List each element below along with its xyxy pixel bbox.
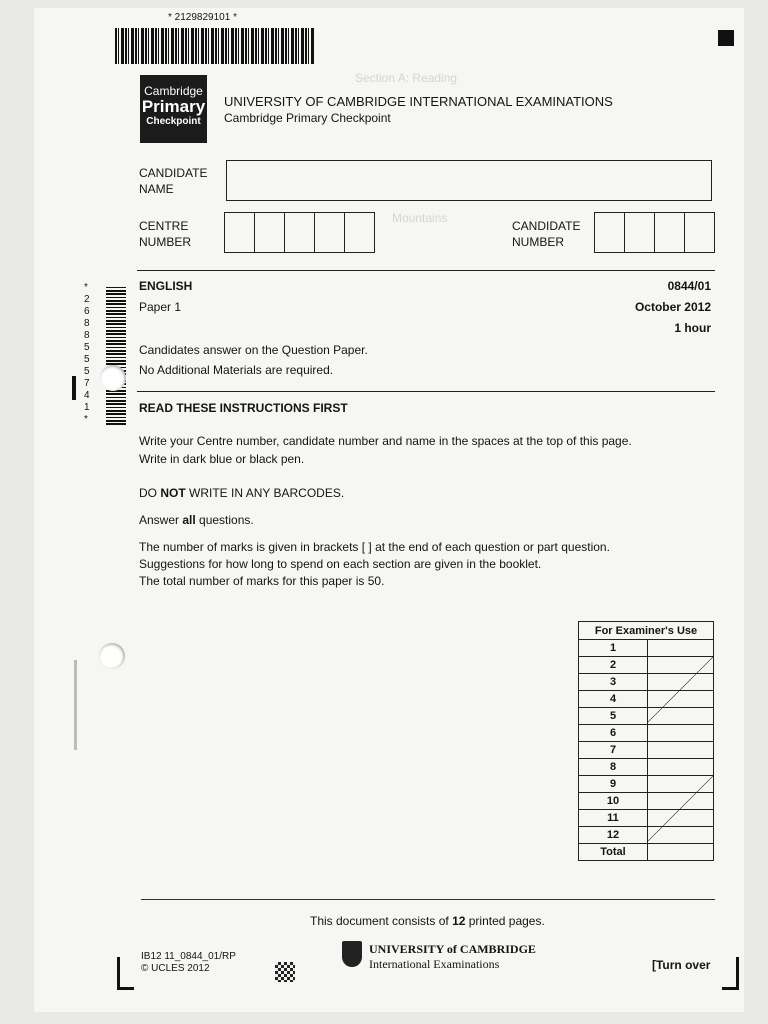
header-title: UNIVERSITY OF CAMBRIDGE INTERNATIONAL EXAMINATIONS: [224, 94, 613, 109]
divider: [137, 391, 715, 392]
instruction-line: Write in dark blue or black pen.: [139, 452, 305, 466]
question-number: 5: [579, 708, 648, 725]
emphasis: NOT: [160, 486, 186, 500]
header-subtitle: Cambridge Primary Checkpoint: [224, 111, 391, 125]
subject: ENGLISH: [139, 279, 193, 293]
question-number: 7: [579, 742, 648, 759]
cambridge-primary-checkpoint-logo: [140, 75, 207, 143]
side-barcode: [106, 285, 126, 425]
candidate-number-label: [512, 218, 580, 250]
examiner-table-row: [579, 640, 714, 657]
mark-cell[interactable]: [648, 674, 714, 691]
label-line: NUMBER: [139, 235, 192, 249]
examiner-table-row: [579, 725, 714, 742]
duration: 1 hour: [674, 321, 711, 335]
question-number: 12: [579, 827, 648, 844]
mark-cell: [648, 776, 714, 793]
question-number: Total: [579, 844, 648, 861]
examiner-table-row: [579, 691, 714, 708]
mark-cell[interactable]: [648, 827, 714, 844]
marks-info-line: The number of marks is given in brackets [ ] at the end of each question or part question.: [139, 540, 610, 554]
label-line: CANDIDATE: [512, 219, 581, 233]
mark-cell[interactable]: [648, 844, 714, 861]
examiner-table-row: [579, 657, 714, 674]
mark-cell[interactable]: [648, 742, 714, 759]
question-number: 9: [579, 776, 648, 793]
question-number: 11: [579, 810, 648, 827]
text: This document consists of: [310, 914, 453, 928]
corner-marker: [718, 30, 734, 46]
text: WRITE IN ANY BARCODES.: [185, 486, 345, 500]
text: DO: [139, 486, 161, 500]
cambridge-crest-icon: [342, 941, 362, 967]
instruction-line: Write your Centre number, candidate number and name in the spaces at the top of this page.: [139, 434, 632, 448]
text: Answer: [139, 513, 183, 527]
mark-cell[interactable]: [648, 759, 714, 776]
mark-cell[interactable]: [648, 657, 714, 674]
showthrough-text: Section A: Reading: [355, 71, 458, 85]
margin-mark: [74, 660, 77, 750]
mark-cell[interactable]: [648, 725, 714, 742]
materials-line: Candidates answer on the Question Paper.: [139, 343, 368, 357]
logo-line: Primary: [141, 97, 206, 116]
label-line: NAME: [139, 182, 174, 196]
question-number: 10: [579, 793, 648, 810]
examiner-table-heading: For Examiner's Use: [579, 622, 714, 640]
footer-ref: IB12 11_0844_01/RP: [141, 951, 236, 962]
answer-all: [139, 513, 254, 527]
logo-line: Checkpoint: [146, 116, 201, 127]
page-count: [310, 914, 545, 928]
label-line: CANDIDATE: [139, 166, 208, 180]
mark-cell[interactable]: [648, 691, 714, 708]
centre-number-field[interactable]: [224, 212, 375, 253]
question-number: 1: [579, 640, 648, 657]
examiner-table-row: [579, 742, 714, 759]
examiner-table-row: [579, 674, 714, 691]
candidate-number-field[interactable]: [594, 212, 715, 253]
mark-cell[interactable]: [648, 793, 714, 810]
marks-info-line: Suggestions for how long to spend on each section are given in the booklet.: [139, 557, 542, 571]
examiner-table-row: [579, 759, 714, 776]
barcode-warning: [139, 486, 344, 500]
examiner-table-row: [579, 708, 714, 725]
examiner-table-row: [579, 844, 714, 861]
text: questions.: [195, 513, 254, 527]
marks-info-line: The total number of marks for this paper is 50.: [139, 574, 385, 588]
question-number: 2: [579, 657, 648, 674]
corner-marker: [722, 957, 739, 990]
margin-mark: [72, 376, 76, 400]
turn-over: [Turn over: [652, 958, 711, 972]
mark-cell: [648, 640, 714, 657]
label-line: NUMBER: [512, 235, 565, 249]
examiner-table-row: [579, 776, 714, 793]
materials-line: No Additional Materials are required.: [139, 363, 334, 377]
footer-exams: International Examinations: [369, 957, 500, 971]
footer-divider: [141, 899, 715, 900]
exam-page: [34, 8, 744, 1012]
label-line: CENTRE: [139, 219, 189, 233]
paper-code: 0844/01: [667, 279, 711, 293]
question-number: 6: [579, 725, 648, 742]
punch-hole: [100, 365, 126, 391]
text: printed pages.: [465, 914, 545, 928]
emphasis: 12: [452, 914, 466, 928]
top-barcode: [115, 28, 315, 64]
examiner-use-table: [578, 621, 714, 861]
candidate-name-field[interactable]: [226, 160, 712, 201]
corner-marker: [117, 957, 134, 990]
centre-number-label: [139, 218, 191, 250]
divider: [137, 270, 715, 271]
qr-code: [275, 962, 295, 982]
side-barcode-number: * 2 6 8 8 5 5 5 7 4 1 *: [84, 282, 90, 425]
showthrough-text: Mountains: [392, 211, 448, 225]
footer-university: UNIVERSITY of CAMBRIDGE: [369, 942, 536, 956]
candidate-name-label: [139, 165, 207, 197]
instructions-heading: READ THESE INSTRUCTIONS FIRST: [139, 401, 348, 415]
mark-cell[interactable]: [648, 708, 714, 725]
examiner-table-row: [579, 810, 714, 827]
question-number: 4: [579, 691, 648, 708]
emphasis: all: [182, 513, 196, 527]
logo-line: Cambridge: [144, 84, 203, 98]
mark-cell[interactable]: [648, 810, 714, 827]
paper: Paper 1: [139, 300, 182, 314]
examiner-table-row: [579, 827, 714, 844]
examiner-table-row: [579, 793, 714, 810]
question-number: 3: [579, 674, 648, 691]
footer-copyright: © UCLES 2012: [141, 963, 210, 974]
session: October 2012: [634, 300, 711, 314]
question-number: 8: [579, 759, 648, 776]
top-barcode-number: * 2129829101 *: [168, 12, 237, 23]
punch-hole: [99, 643, 125, 669]
